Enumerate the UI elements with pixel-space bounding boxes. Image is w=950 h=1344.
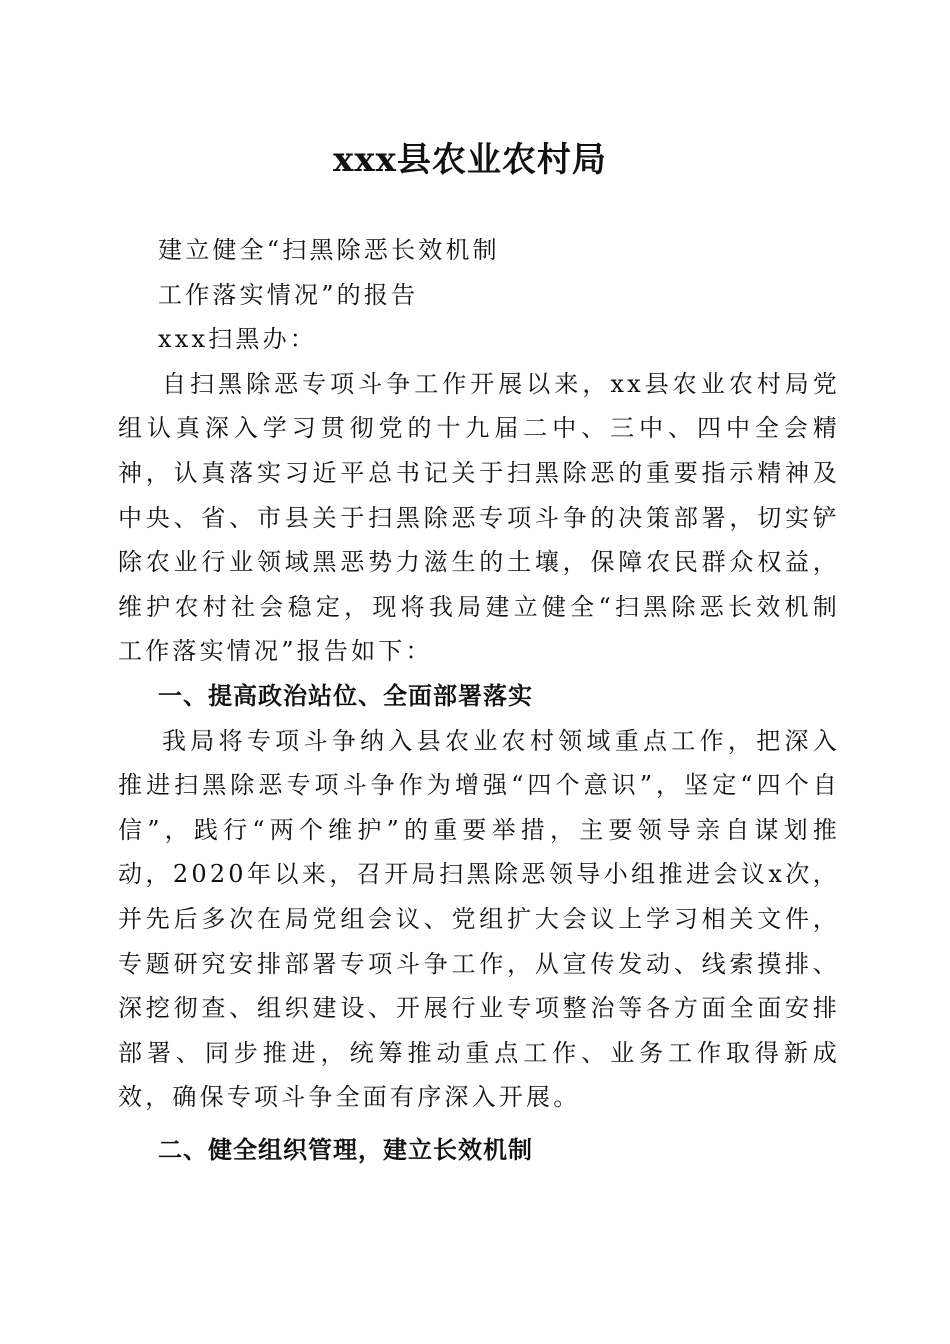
intro-paragraph: 自扫黑除恶专项斗争工作开展以来，xx县农业农村局党组认真深入学习贯彻党的十九届二中、三中、四中全会精神，认真落实习近平总书记关于扫黑除恶的重要指示精神及中央、省、市县关于扫黑除恶专项斗争的决策部署，切实铲除农业行业领域黑恶势力滋生的土壤，保障农民群众权益，维护农村社会稳定，现将我局建立健全“扫黑除恶长效机制工作落实情况”报告如下： xyxy=(118,369,840,666)
document-body xyxy=(118,228,840,1172)
document-title: xxx县农业农村局 xyxy=(333,140,607,180)
section-1-paragraph: 我局将专项斗争纳入县农业农村领域重点工作，把深入推进扫黑除恶专项斗争作为增强“四个意识”，坚定“四个自信”，践行“两个维护”的重要举措，主要领导亲自谋划推动，2020年以来，召开局扫黑除恶领导小组推进会议x次，并先后多次在局党组会议、党组扩大会议上学习相关文件，专题研究安排部署专项斗争工作，从宣传发动、线索摸排、深挖彻查、组织建设、开展行业专项整治等各方面全面安排部署、同步推进，统筹推动重点工作、业务工作取得新成效，确保专项斗争全面有序深入开展。 xyxy=(118,726,840,1112)
subject-line-2: 工作落实情况”的报告 xyxy=(158,280,419,309)
recipient-line: xxx扫黑办： xyxy=(158,325,318,354)
section-1-heading: 一、提高政治站位、全面部署落实 xyxy=(158,681,533,710)
subject-line-1: 建立健全“扫黑除恶长效机制 xyxy=(158,236,500,264)
section-2-heading: 二、健全组织管理，建立长效机制 xyxy=(158,1135,533,1164)
